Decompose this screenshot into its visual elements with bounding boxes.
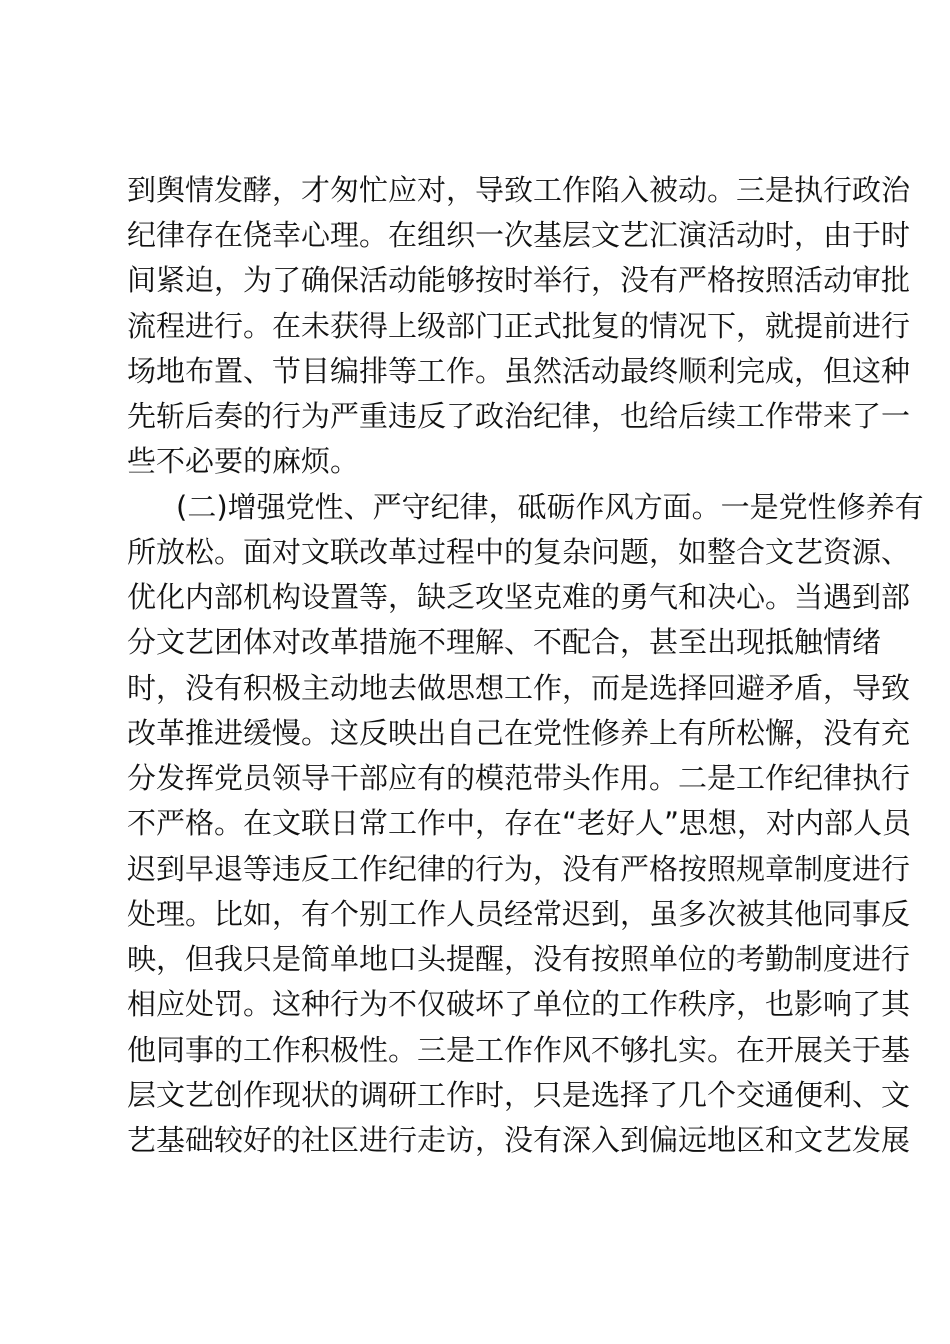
text-line: 时，没有积极主动地去做思想工作，而是选择回避矛盾，导致 <box>127 671 911 705</box>
text-line: 迟到早退等违反工作纪律的行为，没有严格按照规章制度进行 <box>127 852 911 886</box>
text-line: 场地布置、节目编排等工作。虽然活动最终顺利完成，但这种 <box>127 354 911 388</box>
text-line: 相应处罚。这种行为不仅破坏了单位的工作秩序，也影响了其 <box>127 987 911 1021</box>
text-line: 纪律存在侥幸心理。在组织一次基层文艺汇演活动时，由于时 <box>127 218 911 252</box>
text-line: 层文艺创作现状的调研工作时，只是选择了几个交通便利、文 <box>127 1078 911 1112</box>
text-line: 艺基础较好的社区进行走访，没有深入到偏远地区和文艺发展 <box>127 1123 911 1157</box>
text-line: 映，但我只是简单地口头提醒，没有按照单位的考勤制度进行 <box>127 942 911 976</box>
text-line: 分文艺团体对改革措施不理解、不配合，甚至出现抵触情绪 <box>127 625 882 659</box>
text-line: 改革推进缓慢。这反映出自己在党性修养上有所松懈，没有充 <box>127 716 911 750</box>
text-line: 优化内部机构设置等，缺乏攻坚克难的勇气和决心。当遇到部 <box>127 580 911 614</box>
text-line: 先斩后奏的行为严重违反了政治纪律，也给后续工作带来了一 <box>127 399 911 433</box>
text-line: 到舆情发酵，才匆忙应对，导致工作陷入被动。三是执行政治 <box>127 173 911 207</box>
text-line: 所放松。面对文联改革过程中的复杂问题，如整合文艺资源、 <box>127 535 911 569</box>
text-line: 他同事的工作积极性。三是工作作风不够扎实。在开展关于基 <box>127 1033 911 1067</box>
text-line: 些不必要的麻烦。 <box>127 444 360 478</box>
text-line: 流程进行。在未获得上级部门正式批复的情况下，就提前进行 <box>127 309 911 343</box>
text-line: 分发挥党员领导干部应有的模范带头作用。二是工作纪律执行 <box>127 761 911 795</box>
text-line: 间紧迫，为了确保活动能够按时举行，没有严格按照活动审批 <box>127 263 911 297</box>
text-line: 不严格。在文联日常工作中，存在“老好人”思想，对内部人员 <box>127 806 912 840</box>
text-line: 处理。比如，有个别工作人员经常迟到，虽多次被其他同事反 <box>127 897 911 931</box>
section-heading-line: (二)增强党性、严守纪律，砥砺作风方面。一是党性修养有 <box>176 490 924 524</box>
